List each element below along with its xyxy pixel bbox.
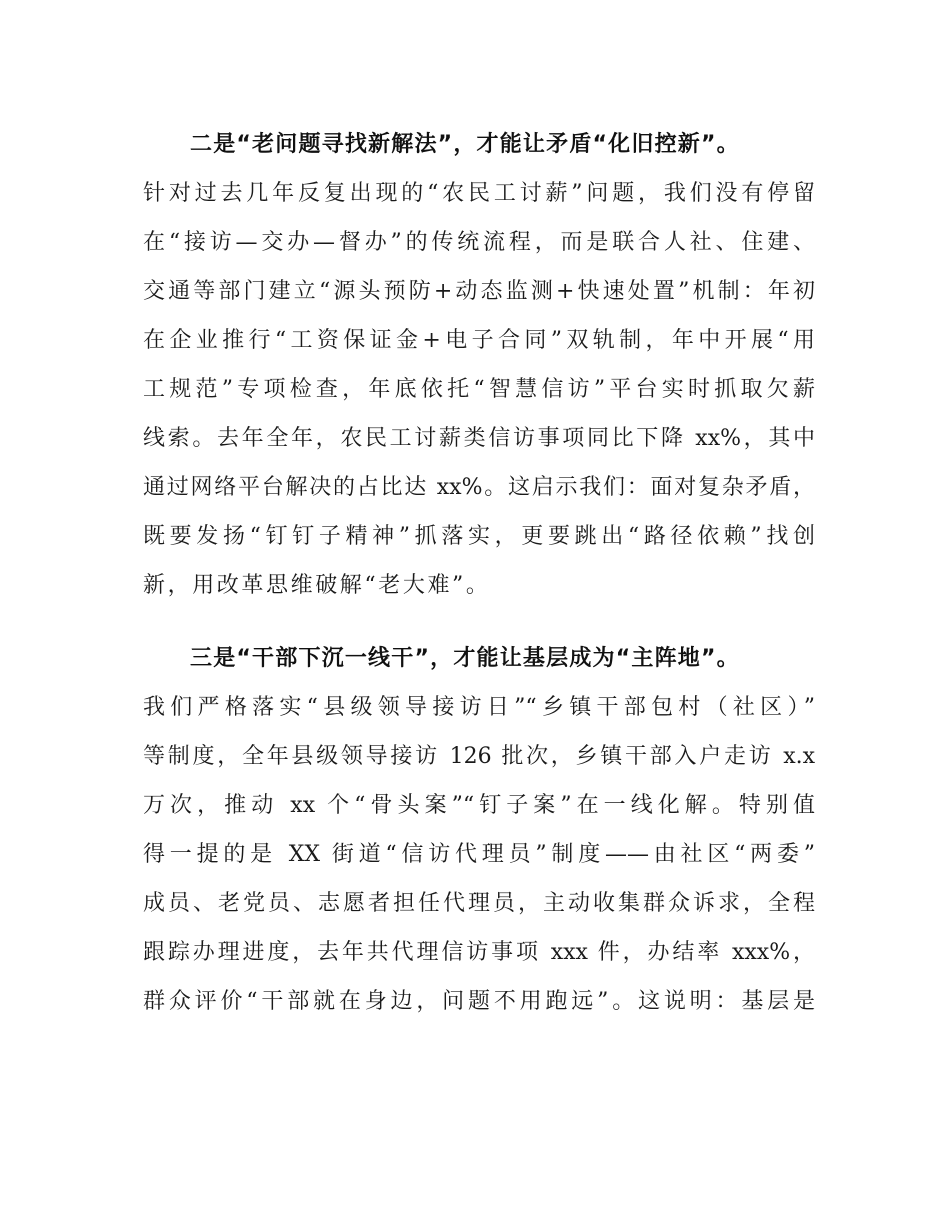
paragraph-line: 在“接访—交办—督办”的传统流程，而是联合人社、住建、 [143,230,815,255]
section-two [143,120,815,610]
paragraph-line: 针对过去几年反复出现的“农民工讨薪”问题，我们没有停留 [143,181,815,206]
paragraph-line: 通过网络平台解决的占比达 xx%。这启示我们：面对复杂矛盾， [143,475,815,500]
paragraph-line: 我们严格落实“县级领导接访日”“乡镇干部包村（社区）” [143,695,815,720]
paragraph-line: 得一提的是 XX 街道“信访代理员”制度——由社区“两委” [143,842,815,867]
section-heading: 三是“干部下沉一线干”，才能让基层成为“主阵地”。 [190,646,740,671]
paragraph-line: 在企业推行“工资保证金+电子合同”双轨制，年中开展“用 [143,328,815,353]
paragraph-line: 交通等部门建立“源头预防+动态监测+快速处置”机制：年初 [143,279,815,304]
paragraph-line: 工规范”专项检查，年底依托“智慧信访”平台实时抓取欠薪 [143,377,815,402]
paragraph-line: 既要发扬“钉钉子精神”抓落实，更要跳出“路径依赖”找创 [143,524,815,549]
paragraph-line: 新，用改革思维破解“老大难”。 [143,573,491,598]
paragraph-line: 线索。去年全年，农民工讨薪类信访事项同比下降 xx%，其中 [143,426,815,451]
paragraph-line: 成员、老党员、志愿者担任代理员，主动收集群众诉求，全程 [143,891,815,916]
paragraph-line: 跟踪办理进度，去年共代理信访事项 xxx 件，办结率 xxx%， [143,940,815,965]
section-three [143,634,815,1026]
paragraph-line: 群众评价“干部就在身边，问题不用跑远”。这说明：基层是 [143,989,815,1014]
section-heading: 二是“老问题寻找新解法”，才能让矛盾“化旧控新”。 [190,132,740,157]
paragraph-line: 等制度，全年县级领导接访 126 批次，乡镇干部入户走访 x.x [143,744,815,769]
paragraph-line: 万次，推动 xx 个“骨头案”“钉子案”在一线化解。特别值 [143,793,815,818]
